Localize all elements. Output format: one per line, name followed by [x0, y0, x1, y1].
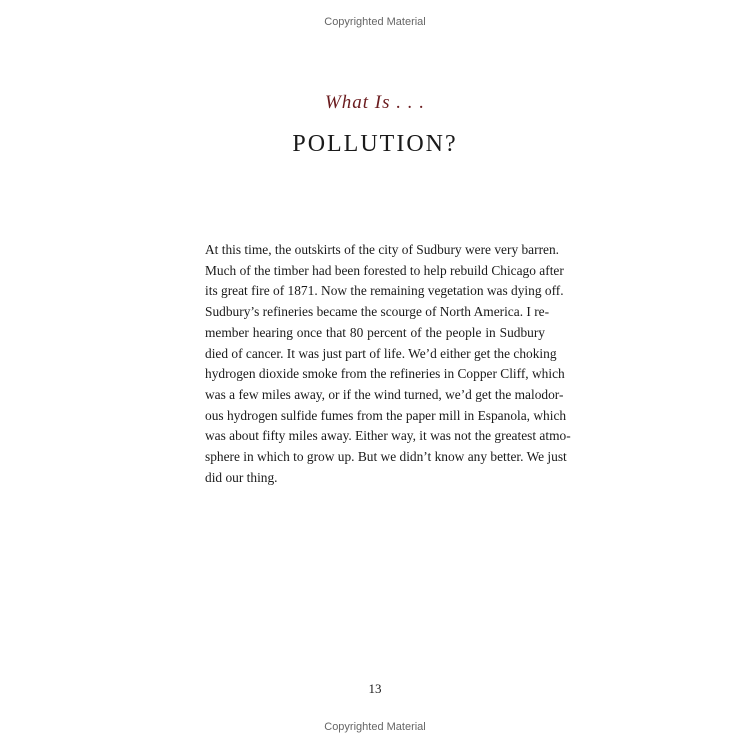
- text-line: died of cancer. It was just part of life. We’d either get the choking: [205, 345, 557, 361]
- chapter-kicker: What Is . . .: [324, 92, 426, 113]
- text-line: was a few miles away, or if the wind turned, we’d get the malodor-: [205, 386, 564, 402]
- text-line: sphere in which to grow up. But we didn’t know any better. We just: [205, 449, 567, 465]
- page-number: 13: [368, 681, 382, 696]
- copyright-watermark-top: Copyrighted Material: [324, 16, 426, 28]
- text-line: Sudbury’s refineries became the scourge of North America. I re-: [205, 304, 550, 320]
- chapter-title: POLLUTION?: [292, 131, 458, 157]
- text-line: did our thing.: [205, 469, 278, 485]
- text-line: hydrogen dioxide smoke from the refineries in Copper Cliff, which: [205, 366, 565, 382]
- text-line: member hearing once that 80 percent of the people in Sudbury: [205, 324, 545, 340]
- text-line: its great fire of 1871. Now the remaining vegetation was dying off.: [205, 283, 564, 299]
- body-paragraph: [205, 240, 571, 488]
- text-line: was about fifty miles away. Either way, it was not the greatest atmo-: [205, 428, 571, 444]
- text-line: At this time, the outskirts of the city of Sudbury were very barren.: [205, 242, 560, 257]
- text-line: Much of the timber had been forested to help rebuild Chicago after: [205, 262, 564, 278]
- text-line: ous hydrogen sulfide fumes from the paper mill in Espanola, which: [205, 407, 567, 423]
- copyright-watermark-bottom: Copyrighted Material: [324, 721, 426, 733]
